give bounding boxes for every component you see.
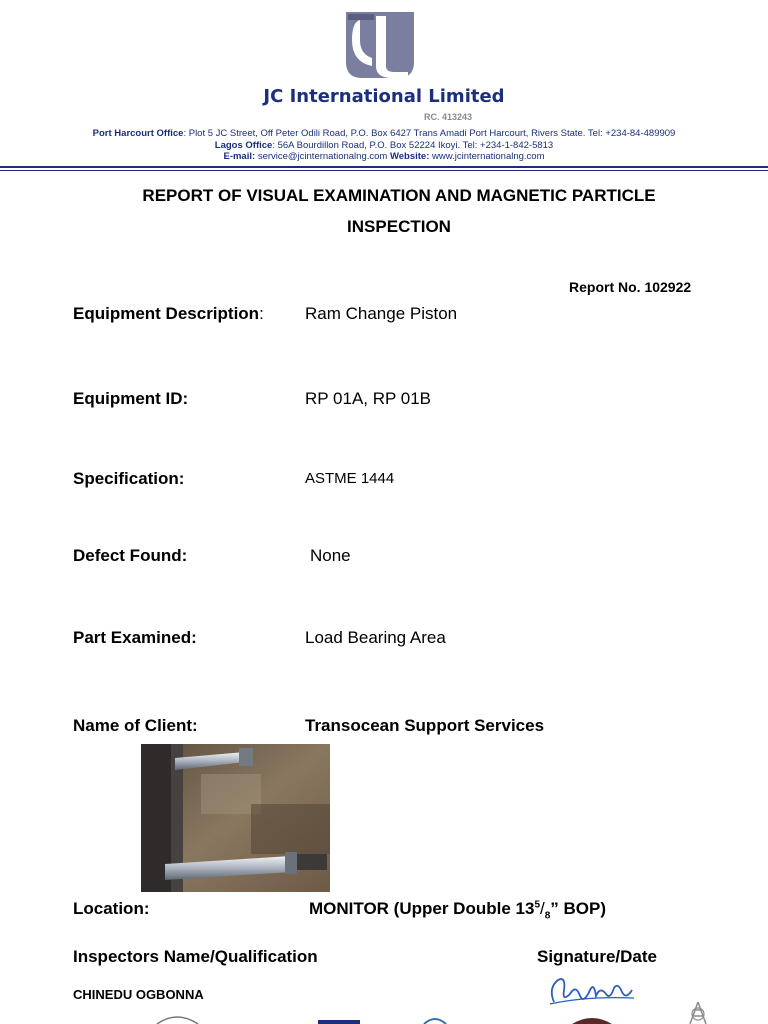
accreditation-logo-icon: [155, 1014, 200, 1024]
signature-heading: Signature/Date: [537, 947, 657, 966]
signature-icon: [546, 974, 638, 1010]
rig-logo-icon: [684, 1000, 712, 1024]
report-title-line1: REPORT OF VISUAL EXAMINATION AND MAGNETIC PARTICLE: [142, 186, 656, 205]
piston-photo: [141, 744, 330, 892]
globe-logo-icon: [420, 1014, 450, 1024]
location-superscript: 5: [534, 899, 540, 911]
inspectors-heading: Inspectors Name/Qualification: [73, 947, 318, 966]
location-value: [309, 899, 606, 921]
equipment-id-label: Equipment ID:: [73, 389, 189, 408]
location-slash: /: [540, 899, 545, 918]
lagos-office-label: Lagos Office: [214, 140, 273, 151]
header-divider: [0, 166, 768, 168]
company-name: JC International Limited: [263, 86, 505, 107]
report-number: Report No. 102922: [569, 279, 692, 295]
lagos-office-text: : 56A Bourdillon Road, P.O. Box 52224 Ikoyi. Tel: +234-1-842-5813: [272, 140, 554, 151]
part-examined-label: Part Examined:: [73, 628, 197, 647]
header-divider-thin: [0, 170, 768, 171]
equipment-description-label: [73, 304, 264, 324]
specification-label: Specification:: [73, 469, 185, 488]
defect-found-label: Defect Found:: [73, 546, 188, 565]
location-prefix: MONITOR (Upper Double 13: [309, 899, 535, 918]
email-label: E-mail:: [223, 151, 256, 162]
defect-found-value: None: [310, 546, 351, 565]
contact-line: [0, 151, 768, 163]
part-examined-value: Load Bearing Area: [305, 628, 446, 647]
client-label: Name of Client:: [73, 716, 198, 735]
specification-value: ASTME 1444: [305, 470, 395, 487]
port-harcourt-address: [0, 128, 768, 140]
website-label: Website:: [389, 151, 430, 162]
equipment-description-colon: :: [259, 304, 264, 323]
equipment-description-value: Ram Change Piston: [305, 304, 458, 323]
accreditation-bar-icon: [318, 1020, 360, 1024]
location-subscript: 8: [544, 910, 551, 922]
company-logo-icon: [346, 12, 414, 80]
seal-logo-icon: [570, 1014, 614, 1024]
rc-number: RC. 413243: [424, 112, 473, 122]
location-close: ): [600, 899, 607, 918]
inspector-name: CHINEDU OGBONNA: [73, 987, 204, 1002]
ph-office-text: : Plot 5 JC Street, Off Peter Odili Road, P.O. Box 6427 Trans Amadi Port Harcourt, Rivers State. Tel: +234-84-489909: [183, 128, 676, 139]
equipment-description-label-text: Equipment Description: [73, 304, 260, 323]
location-bop: BOP: [563, 899, 601, 918]
ph-office-label: Port Harcourt Office: [92, 128, 184, 139]
website-value: www.jcinternationalng.com: [432, 151, 545, 162]
equipment-id-value: RP 01A, RP 01B: [305, 389, 432, 408]
email-value: service@jcinternationalng.com: [257, 151, 388, 162]
location-label: Location:: [73, 899, 150, 918]
client-value: Transocean Support Services: [305, 716, 545, 735]
report-title-line2: INSPECTION: [347, 217, 451, 236]
location-suffix: ”: [550, 899, 564, 918]
